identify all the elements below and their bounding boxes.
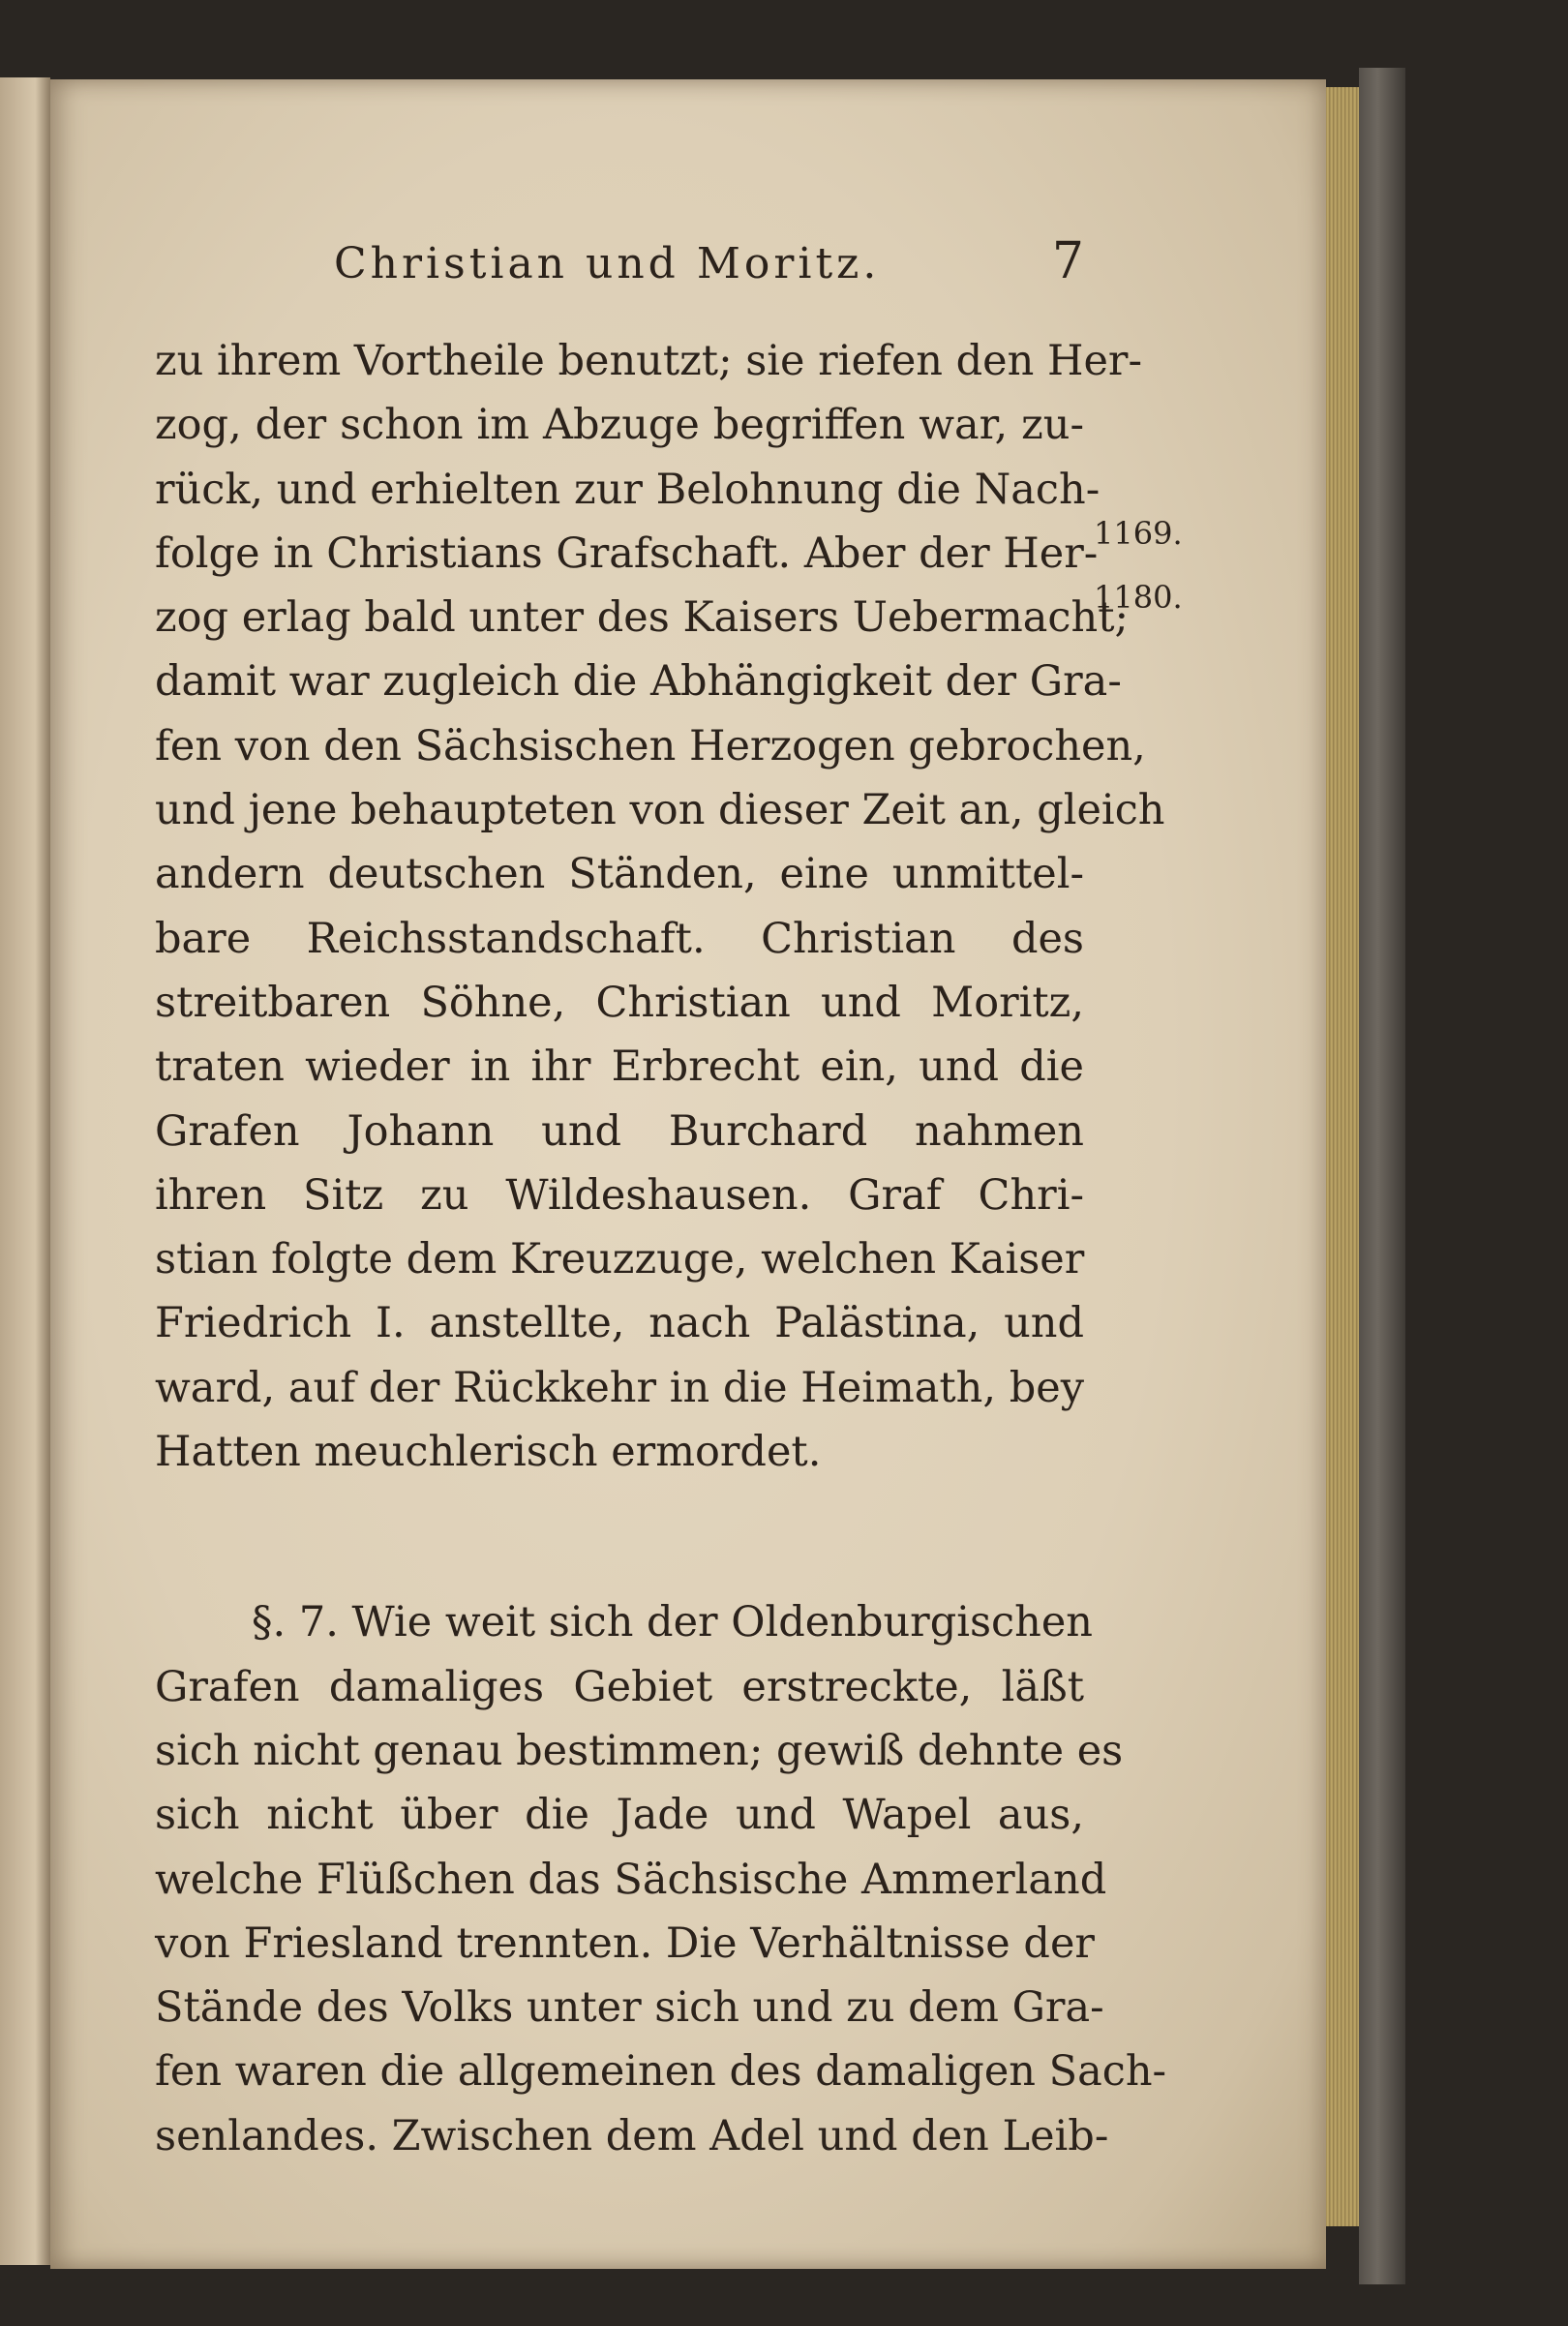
running-head-title: Christian und Moritz. — [334, 239, 881, 288]
text-line: sich nicht über die Jade und Wapel aus, — [155, 1791, 1084, 1840]
paragraph-gap — [155, 1484, 1084, 1590]
text-line: Hatten meuchlerisch ermordet. — [155, 1428, 822, 1477]
text-line: und jene behaupteten von dieser Zeit an, gleich — [155, 786, 1165, 835]
text-line: welche Flüßchen das Sächsische Ammerland — [155, 1855, 1107, 1904]
text-line: stian folgte dem Kreuzzuge, welchen Kaiser — [155, 1235, 1085, 1284]
text-line: bare Reichsstandschaft. Christian des — [155, 914, 1084, 963]
text-line: Grafen damaliges Gebiet erstreckte, läßt — [155, 1662, 1084, 1711]
text-line: Grafen Johann und Burchard nahmen — [155, 1106, 1084, 1156]
left-page-edge — [0, 77, 50, 2265]
text-line: sich nicht genau bestimmen; gewiß dehnte es — [155, 1726, 1124, 1775]
margin-note-year: 1180. — [1094, 579, 1183, 616]
text-line: zog erlag bald unter des Kaisers Uebermacht; — [155, 593, 1129, 643]
text-line: andern deutschen Ständen, eine unmittel- — [155, 850, 1084, 899]
page-number: 7 — [1051, 232, 1084, 290]
running-head — [165, 232, 1084, 290]
margin-note-year: 1169. — [1094, 515, 1183, 552]
paragraph-2 — [155, 1590, 1167, 2168]
text-line: ihren Sitz zu Wildeshausen. Graf Chri- — [155, 1170, 1084, 1220]
book-cover — [1359, 68, 1405, 2284]
text-line: fen waren die allgemeinen des damaligen Sach- — [155, 2047, 1167, 2097]
text-line: §. 7. Wie weit sich der Oldenburgischen — [252, 1598, 1093, 1647]
text-line: folge in Christians Grafschaft. Aber der Her- — [155, 529, 1099, 578]
text-line: senlandes. Zwischen dem Adel und den Leib- — [155, 2111, 1109, 2160]
page-block-edge — [1326, 87, 1359, 2226]
text-line: Stände des Volks unter sich und zu dem Gra- — [155, 1983, 1104, 2033]
text-line: zu ihrem Vortheile benutzt; sie riefen den Her- — [155, 337, 1143, 385]
text-line: damit war zugleich die Abhängigkeit der Gra- — [155, 657, 1122, 707]
text-line: traten wieder in ihr Erbrecht ein, und die — [155, 1042, 1084, 1092]
text-line: rück, und erhielten zur Belohnung die Nach- — [155, 465, 1101, 514]
text-line: von Friesland trennten. Die Verhältnisse der — [155, 1918, 1095, 1968]
text-line: fen von den Sächsischen Herzogen gebrochen, — [155, 721, 1146, 770]
text-line: zog, der schon im Abzuge begriffen war, zu- — [155, 401, 1084, 450]
text-line: streitbaren Söhne, Christian und Moritz, — [155, 978, 1084, 1027]
text-line: ward, auf der Rückkehr in die Heimath, bey — [155, 1363, 1084, 1412]
text-line: Friedrich I. anstellte, nach Palästina, und — [155, 1299, 1084, 1348]
